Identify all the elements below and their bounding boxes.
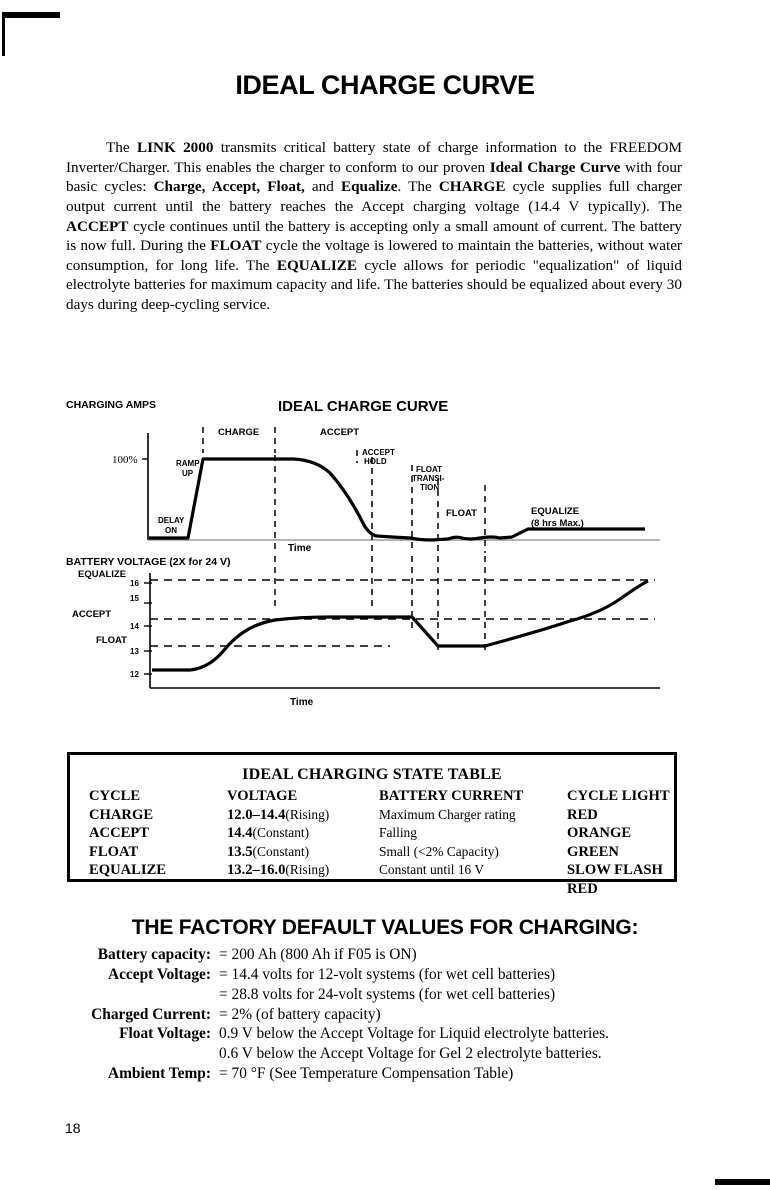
ideal-charging-state-table (67, 752, 677, 897)
default-value: = 14.4 volts for 12-volt systems (for wet cell batteries) (219, 965, 556, 983)
chart2-threshold-label-equalize: EQUALIZE (78, 569, 127, 580)
header-battery-current: BATTERY CURRENT (379, 788, 524, 804)
chart1-label-equalize: EQUALIZE (531, 506, 580, 517)
row-voltage-value: 13.5 (227, 843, 253, 860)
chart1-ytick-label-100: 100% (112, 454, 138, 466)
header-cycle: CYCLE (89, 788, 141, 804)
row-voltage-value: 14.4 (227, 825, 253, 842)
chart2-ytick-label-14: 14 (130, 622, 139, 631)
intro-bold-accept: ACCEPT (66, 217, 129, 235)
list-item (66, 1024, 706, 1044)
default-label: Float Voltage: (119, 1025, 211, 1043)
list-item (66, 1005, 706, 1025)
default-label: Ambient Temp: (107, 1065, 211, 1083)
chart1-label-float-transition-1: FLOAT (416, 465, 443, 474)
table-row (89, 843, 674, 862)
row-current: Falling (379, 825, 417, 841)
table-row (89, 824, 674, 843)
default-label: Accept Voltage: (107, 965, 211, 983)
intro-bold-equalize-2: EQUALIZE (276, 256, 358, 274)
row-cycle: EQUALIZE (89, 862, 167, 879)
list-item (66, 1064, 706, 1084)
crop-mark-top (2, 12, 60, 18)
chart2-ytick-label-13: 13 (130, 647, 139, 656)
row-voltage-note: (Constant) (252, 825, 310, 841)
intro-bold-charge: CHARGE (438, 178, 506, 196)
chart1-label-charge: CHARGE (218, 427, 260, 438)
default-value: 0.9 V below the Accept Voltage for Liquid electrolyte batteries. (219, 1025, 609, 1043)
chart1-xlabel: Time (288, 543, 312, 554)
chart1-label-float-transition-3: TION (420, 483, 440, 492)
page-number: 18 (65, 1120, 81, 1136)
state-table-title: IDEAL CHARGING STATE TABLE (242, 766, 502, 783)
row-voltage-note: (Rising) (285, 862, 330, 878)
table-header-row (89, 787, 674, 806)
intro-bold-link2000: LINK 2000 (136, 139, 214, 157)
intro-text-d: with four basic cycles: (66, 158, 682, 196)
intro-bold-ideal-charge-curve: Ideal Charge Curve (489, 158, 621, 176)
row-voltage-note: (Rising) (285, 806, 330, 822)
list-item (66, 985, 706, 1005)
row-current: Small (<2% Capacity) (379, 843, 499, 859)
chart2-voltage-curve (152, 581, 648, 670)
chart2-ylabel: BATTERY VOLTAGE (2X for 24 V) (66, 556, 231, 568)
state-table-grid (70, 787, 674, 898)
row-voltage-value: 13.2–16.0 (227, 862, 286, 879)
chart1-label-ramp-up-1: RAMP (176, 459, 200, 468)
row-light: ORANGE (567, 825, 632, 842)
header-cycle-light: CYCLE LIGHT (567, 788, 670, 804)
crop-mark-left (2, 12, 5, 56)
chart1-label-accept-hold-1: ACCEPT (362, 448, 395, 457)
intro-paragraph (66, 138, 682, 314)
row-current: Maximum Charger rating (379, 806, 516, 822)
row-voltage-value: 12.0–14.4 (227, 806, 286, 823)
default-value: 0.6 V below the Accept Voltage for Gel 2 electrolyte batteries. (219, 1045, 602, 1063)
intro-text-g: cycle supplies full charger output current until the battery reaches the Accept charging voltage (14.4 V typically). The (66, 178, 683, 216)
chart1-label-float-transition-2: TRANSI- (412, 474, 445, 483)
default-value: = 200 Ah (800 Ah if F05 is ON) (219, 946, 417, 963)
intro-text-a: The (106, 139, 137, 157)
intro-text-i: cycle the voltage is lowered to maintain the batteries, without water consumption, for long life. The (66, 237, 682, 274)
table-row (89, 806, 674, 825)
row-cycle: FLOAT (89, 843, 139, 860)
row-voltage (227, 861, 379, 898)
factory-defaults-title: THE FACTORY DEFAULT VALUES FOR CHARGING: (131, 916, 639, 939)
row-voltage-note: (Constant) (252, 843, 310, 859)
table-row (89, 861, 674, 898)
intro-text-e: and (304, 178, 341, 196)
intro-bold-equalize: Equalize (340, 178, 398, 196)
chart2-threshold-label-float: FLOAT (96, 635, 127, 646)
default-label (66, 985, 219, 1005)
intro-bold-cycles: Charge, Accept, Float, (153, 178, 305, 196)
default-value: = 70 °F (See Temperature Compensation Table) (219, 1065, 514, 1083)
chart2-ytick-label-15: 15 (130, 594, 139, 603)
chart2-ytick-label-12: 12 (130, 670, 139, 679)
default-value: = 28.8 volts for 24-volt systems (for wet cell batteries) (219, 985, 556, 1003)
chart1-label-equalize-duration: (8 hrs Max.) (531, 518, 584, 529)
crop-mark-bottom-right (715, 1179, 770, 1185)
row-cycle: CHARGE (89, 806, 154, 823)
row-cycle: ACCEPT (89, 825, 149, 842)
default-label: Battery capacity: (97, 946, 211, 963)
list-item (66, 945, 706, 965)
chart1-label-ramp-up-2: UP (182, 469, 194, 478)
chart1-current-curve (149, 459, 645, 540)
row-voltage (227, 824, 379, 843)
header-voltage: VOLTAGE (227, 788, 298, 804)
intro-text-c: transmits critical battery state of charge information to the FREEDOM Inverter/Charger. This enables the charger to conform to our proven (66, 139, 682, 176)
chart1-label-accept-hold-2: HOLD (364, 457, 387, 466)
chart1-label-float: FLOAT (446, 508, 477, 519)
default-value: = 2% (of battery capacity) (219, 1005, 381, 1023)
row-light: RED (567, 806, 598, 823)
chart2-threshold-label-accept: ACCEPT (72, 609, 112, 620)
row-light: SLOW FLASH RED (567, 862, 663, 897)
chart1-label-delay-on-2: ON (165, 526, 177, 535)
chart2-ytick-label-16: 16 (130, 579, 139, 588)
row-current: Constant until 16 V (379, 862, 485, 878)
intro-text-h: cycle continues until the battery is accepting only a small amount of current. The battery is now full. During the (66, 217, 682, 255)
charge-curve-figure (0, 393, 770, 718)
intro-bold-float: FLOAT (210, 237, 262, 255)
list-item (66, 1044, 706, 1064)
chart1-label-accept: ACCEPT (320, 427, 360, 438)
factory-defaults-list (66, 945, 706, 1084)
chart1-ylabel: CHARGING AMPS (66, 399, 157, 411)
page-title: IDEAL CHARGE CURVE (235, 70, 535, 100)
default-label: Charged Current: (91, 1005, 211, 1023)
row-voltage (227, 843, 379, 862)
chart2-xlabel: Time (290, 697, 314, 708)
default-label (66, 1044, 219, 1064)
chart1-title: IDEAL CHARGE CURVE (278, 398, 449, 415)
row-voltage (227, 806, 379, 825)
chart1-label-delay-on-1: DELAY (158, 516, 185, 525)
row-light: GREEN (567, 843, 619, 860)
charge-curve-svg (0, 393, 770, 718)
intro-text-j: cycle allows for periodic "equalization" of liquid electrolyte batteries for maximum capacity and life. The batteries should be equalized about every 30 days during deep-cycling service. (66, 256, 682, 314)
list-item (66, 965, 706, 985)
intro-text-f: . The (397, 178, 439, 196)
